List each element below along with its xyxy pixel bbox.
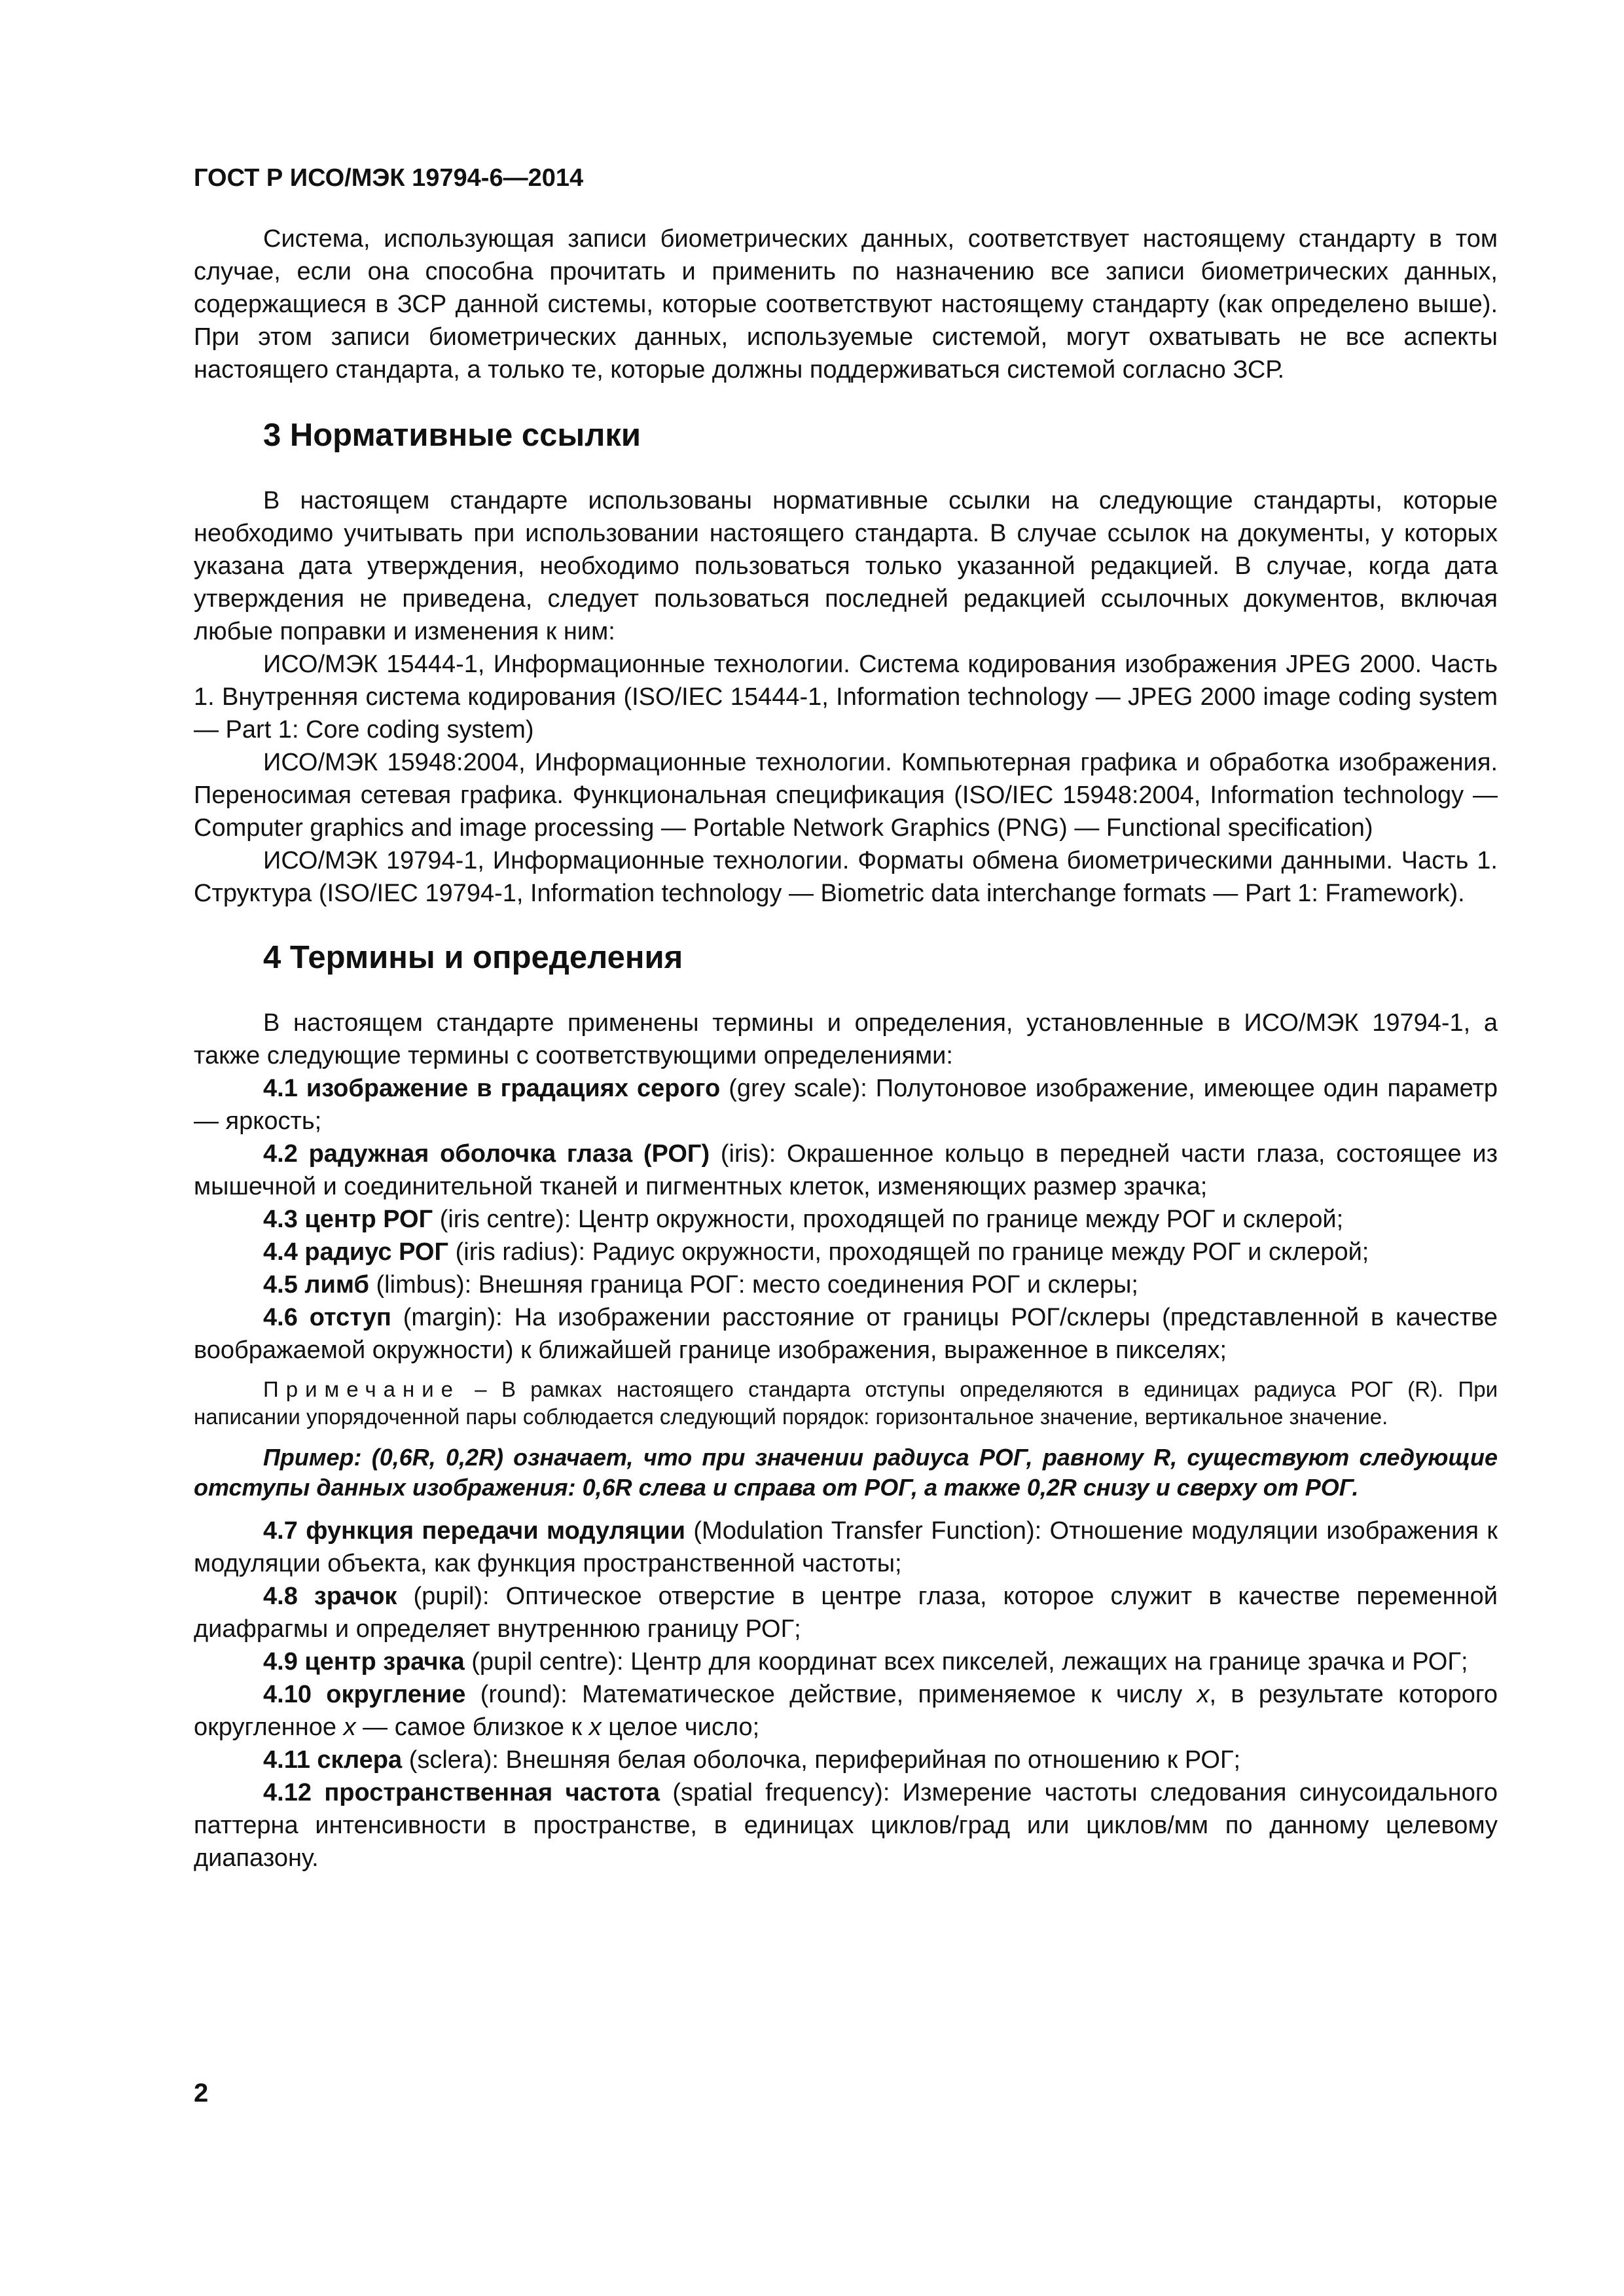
term-text: целое число;	[601, 1713, 760, 1741]
term-text: (pupil): Оптическое отверстие в центре глаза, которое служит в качестве переменной диафрагмы и определяет внутреннюю границу РОГ;	[194, 1583, 1498, 1643]
term-text: (pupil centre): Центр для координат всех пикселей, лежащих на границе зрачка и РОГ;	[464, 1648, 1468, 1676]
section-4-heading: 4 Термины и определения	[263, 940, 683, 975]
term-name: 4.4 радиус РОГ	[263, 1238, 449, 1266]
term-definition	[194, 1203, 1498, 1236]
term-name: 4.3 центр РОГ	[263, 1206, 433, 1233]
term-name: 4.11 склера	[263, 1746, 403, 1774]
term-text: (iris centre): Центр окружности, проходящей по границе между РОГ и склерой;	[433, 1206, 1344, 1233]
term-definition	[194, 1236, 1498, 1268]
term-text: (grey scale): Полутоновое изображение, имеющее один параметр — яркость;	[194, 1075, 1498, 1135]
term-text: (round): Математическое действие, применяемое к числу	[465, 1681, 1197, 1708]
term-definition	[194, 1645, 1498, 1678]
example-paragraph: Пример: (0,6R, 0,2R) означает, что при значении радиуса РОГ, равному R, существуют следующие отступы данных изображения: 0,6R слева и справа от РОГ, а также 0,2R снизу и сверху от РОГ.	[194, 1444, 1498, 1501]
term-text: — самое близкое к	[355, 1713, 589, 1741]
term-text: (iris radius): Радиус окружности, проходящей по границе между РОГ и склерой;	[448, 1238, 1369, 1266]
term-definition	[194, 1515, 1498, 1580]
term-name: 4.8 зрачок	[263, 1583, 397, 1610]
intro-paragraph: Система, использующая записи биометрических данных, соответствует настоящему стандарту в том случае, если она способна прочитать и применить по назначению все записи биометрических данных, содержащиеся в ЗСР данной системы, которые соответствуют настоящему стандарту (как определено выше). При этом записи биометрических данных, используемые системой, могут охватывать не все аспекты настоящего стандарта, а только те, которые должны поддерживаться системой согласно ЗСР.	[194, 225, 1498, 384]
term-definition	[194, 1776, 1498, 1874]
reference-item: ИСО/МЭК 15444-1, Информационные технологии. Система кодирования изображения JPEG 2000. Часть 1. Внутренняя система кодирования (ISO/IEC 15444-1, Information technology — JPEG 2000 image coding system — Part 1: Core coding system)	[194, 651, 1498, 744]
term-text: (limbus): Внешняя граница РОГ: место соединения РОГ и склеры;	[369, 1271, 1138, 1299]
term-name: 4.6 отступ	[263, 1304, 391, 1331]
term-name: 4.5 лимб	[263, 1271, 369, 1299]
reference-item: ИСО/МЭК 15948:2004, Информационные технологии. Компьютерная графика и обработка изображения. Переносимая сетевая графика. Функциональная спецификация (ISO/IEC 15948:2004, Information technology — Computer graphics and image processing — Portable Network Graphics (PNG) — Functional specification)	[194, 749, 1498, 842]
variable-x: x	[588, 1713, 602, 1741]
term-text: (spatial frequency): Измерение частоты следования синусоидального паттерна интенсивности в пространстве, в единицах циклов/град или циклов/мм по данному целевому диапазону.	[194, 1779, 1498, 1872]
term-text: (margin): На изображении расстояние от границы РОГ/склеры (представленной в качестве воображаемой окружности) к ближайшей границе изображения, выраженное в пикселях;	[194, 1304, 1498, 1364]
section-3-heading: 3 Нормативные ссылки	[263, 418, 641, 453]
term-definition	[194, 1301, 1498, 1367]
term-text: (Modulation Transfer Function): Отношение модуляции изображения к модуляции объекта, как функция пространственной частоты;	[194, 1517, 1498, 1577]
term-name: 4.2 радужная оболочка глаза (РОГ)	[263, 1140, 710, 1168]
section-4-intro: В настоящем стандарте применены термины и определения, установленные в ИСО/МЭК 19794-1, а также следующие термины с соответствующими определениями:	[194, 1009, 1498, 1069]
term-text: (sclera): Внешняя белая оболочка, периферийная по отношению к РОГ;	[402, 1746, 1241, 1774]
term-text: , в результате которого округленное	[194, 1681, 1498, 1741]
term-text: (iris): Окрашенное кольцо в передней части глаза, состоящее из мышечной и соединительной тканей и пигментных клеток, изменяющих размер зрачка;	[194, 1140, 1498, 1200]
term-definition	[194, 1744, 1498, 1776]
page-number: 2	[194, 2079, 209, 2108]
note-paragraph	[194, 1376, 1498, 1431]
note-label: Примечание	[263, 1377, 461, 1401]
section-3-paragraph: В настоящем стандарте использованы нормативные ссылки на следующие стандарты, которые необходимо учитывать при использовании настоящего стандарта. В случае ссылок на документы, у которых указана дата утверждения, необходимо пользоваться только указанной редакцией. В случае, когда дата утверждения не приведена, следует пользоваться последней редакцией ссылочных документов, включая любые поправки и изменения к ним:	[194, 487, 1498, 645]
term-definition	[194, 1268, 1498, 1301]
term-definition	[194, 1580, 1498, 1645]
term-name: 4.12 пространственная частота	[263, 1779, 660, 1806]
term-definition	[194, 1072, 1498, 1138]
note-text: – В рамках настоящего стандарта отступы определяются в единицах радиуса РОГ (R). При написании упорядоченной пары соблюдается следующий порядок: горизонтальное значение, вертикальное значение.	[194, 1377, 1498, 1429]
term-name: 4.7 функция передачи модуляции	[263, 1517, 685, 1545]
term-name: 4.1 изображение в градациях серого	[263, 1075, 721, 1102]
term-name: 4.10 округление	[263, 1681, 466, 1708]
term-definition	[194, 1678, 1498, 1744]
variable-x: x	[343, 1713, 356, 1741]
variable-x: x	[1197, 1681, 1210, 1708]
document-page	[194, 162, 1498, 1874]
term-definition	[194, 1138, 1498, 1203]
reference-item: ИСО/МЭК 19794-1, Информационные технологии. Форматы обмена биометрическими данными. Часть 1. Структура (ISO/IEC 19794-1, Information technology — Biometric data interchange formats — Part 1: Framework).	[194, 847, 1498, 907]
document-header: ГОСТ Р ИСО/МЭК 19794-6—2014	[194, 164, 584, 192]
term-name: 4.9 центр зрачка	[263, 1648, 465, 1676]
